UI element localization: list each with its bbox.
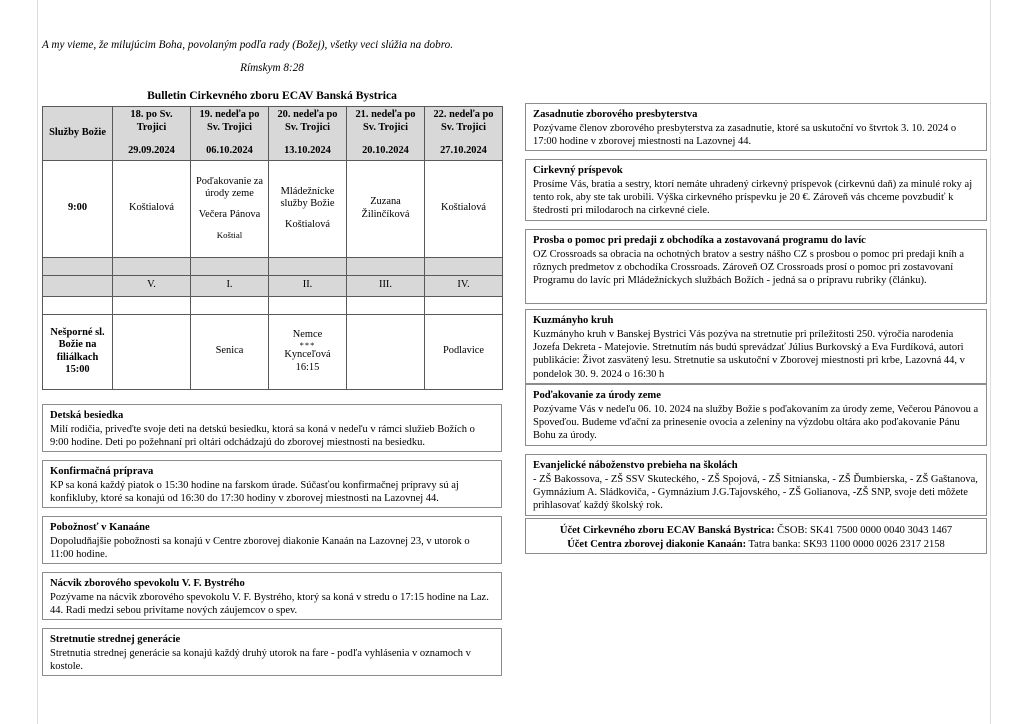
roman-numeral-1: V.	[113, 275, 191, 296]
service-cell-3-line2: Koštialová	[284, 218, 331, 230]
service-cell-2-line2: Večera Pánova	[198, 208, 261, 220]
account-2-value: Tatra banka: SK93 1100 0000 0026 2317 2158	[748, 539, 945, 550]
schedule-table-wrapper	[42, 106, 502, 390]
header-col-5-date: 27.10.2024	[440, 145, 487, 156]
notice-title: Konfirmačná príprava	[50, 466, 154, 477]
service-cell-1-line1: Koštialová	[128, 202, 175, 214]
notice-box-zasadnutie-presbyterstva	[525, 103, 987, 151]
spacer-cell	[191, 296, 269, 314]
vespers-cell-3-line1: Nemce	[292, 328, 323, 340]
service-cell-3	[269, 160, 347, 257]
header-col-3	[269, 107, 347, 161]
page-title: Bulletin Cirkevného zboru ECAV Banská Bystrica	[147, 89, 397, 102]
header-col-1-date: 29.09.2024	[128, 145, 175, 156]
header-col-1	[113, 107, 191, 161]
service-cell-1	[113, 160, 191, 257]
roman-numeral-5: IV.	[425, 275, 503, 296]
spacer	[193, 201, 266, 209]
spacer-cell	[269, 257, 347, 275]
table-row-vespers	[43, 314, 503, 389]
roman-numeral-4: III.	[347, 275, 425, 296]
notice-title: Prosba o pomoc pri predaji z obchodíka a zostavovaná programu do lavíc	[533, 235, 866, 246]
notice-box-bank-accounts	[525, 518, 987, 554]
service-cell-5	[425, 160, 503, 257]
page-edge-left	[37, 0, 38, 724]
account-1-value: ČSOB: SK41 7500 0000 0040 3043 1467	[777, 525, 953, 536]
header-col-5	[425, 107, 503, 161]
notice-body: Pozývame členov zborového presbyterstva za zasadnutie, ktoré sa uskutoční vo štvrtok 3. 10. 2024 o 17:00 hodine v zborovej miestnosti na Lazovnej 44.	[533, 123, 957, 148]
table-row-roman-numerals	[43, 275, 503, 296]
notice-title: Cirkevný príspevok	[533, 165, 623, 176]
header-services-label: Služby Božie	[43, 107, 113, 161]
notice-body: Pozývame na nácvik zborového spevokolu V. F. Bystrého, ktorý sa koná v stredu o 17:15 hodine na Laz. 44. Radi medzi sebou privítame nových záujemcov o spev.	[50, 592, 489, 617]
schedule-table	[42, 106, 503, 390]
notice-box-detska-besiedka	[42, 404, 502, 452]
header-col-4-name: 21. nedeľa po Sv. Trojici	[355, 109, 416, 133]
notice-box-prosba-o-pomoc	[525, 229, 987, 304]
table-header-row	[43, 107, 503, 161]
notice-body: Prosíme Vás, bratia a sestry, ktorí nemáte uhradený cirkevný príspevok (cirkevnú daň) za minulé roky aj tento rok, aby ste tak urobili. Výška cirkevného príspevku je 20 €. Zároveň vás chceme povzbudiť k štedrosti pri milodaroch na cirkevné ciele.	[533, 179, 973, 217]
vespers-cell-1	[113, 314, 191, 389]
notice-title: Stretnutie strednej generácie	[50, 634, 181, 645]
service-cell-4-line1: Zuzana Žilinčíková	[361, 196, 410, 220]
page-edge-right	[990, 0, 991, 724]
table-row-spacer-shaded	[43, 257, 503, 275]
vespers-cell-3-separator: ***	[299, 340, 316, 351]
notice-title: Pobožnosť v Kanaáne	[50, 522, 150, 533]
spacer-cell	[43, 296, 113, 314]
notice-box-podakovanie-za-urody	[525, 384, 987, 446]
notice-body: - ZŠ Bakossova, - ZŠ SSV Skuteckého, - ZŠ Spojová, - ZŠ Sitnianska, - ZŠ Ďumbierska, - ZŠ Gaštanova, Gymnázium A. Sládkoviča, - Gymnázium J.G.Tajovského, - ZŠ Golianova, -ZŠ SNP, svoje deti môžete prihlasovať každý školský rok.	[533, 474, 978, 512]
notice-box-konfirmacna-priprava	[42, 460, 502, 508]
header-col-4-date: 20.10.2024	[362, 145, 409, 156]
notice-box-evanjelicke-nabozenstvo	[525, 454, 987, 516]
row-label-time-9: 9:00	[43, 160, 113, 257]
roman-numeral-2: I.	[191, 275, 269, 296]
service-cell-2	[191, 160, 269, 257]
notice-box-cirkevny-prispevok	[525, 159, 987, 221]
spacer-cell	[425, 257, 503, 275]
service-cell-4	[347, 160, 425, 257]
spacer	[271, 211, 344, 219]
notice-title: Kuzmányho kruh	[533, 315, 614, 326]
vespers-cell-3-line3: 16:15	[295, 361, 320, 373]
notice-box-poboznost-v-kanaane	[42, 516, 502, 564]
spacer-cell	[347, 296, 425, 314]
vespers-cell-5-line1: Podlavice	[443, 345, 484, 357]
service-cell-2-line1: Poďakovanie za úrody zeme	[195, 175, 264, 199]
header-col-3-name: 20. nedeľa po Sv. Trojici	[277, 109, 338, 133]
notice-body: OZ Crossroads sa obracia na ochotných bratov a sestry nášho CZ s prosbou o pomoc pri predaji kníh a rôznych predmetov z obchodíka Crossroads. Zároveň OZ Crossroads prosí o pomoc pri zostavovaní Programu do lavíc pri Mládežníckych službách Božích - jedná sa o prípravu rubriky (článku).	[533, 249, 964, 287]
spacer-cell	[269, 296, 347, 314]
service-cell-3-line1: Mládežnícke služby Božie	[280, 185, 335, 210]
spacer-cell	[113, 296, 191, 314]
notice-box-stretnutie-strednej-generacie	[42, 628, 502, 676]
account-1-label: Účet Cirkevného zboru ECAV Banská Bystrica:	[559, 525, 775, 536]
spacer-cell	[425, 296, 503, 314]
header-col-2	[191, 107, 269, 161]
notice-title: Poďakovanie za úrody zeme	[533, 390, 661, 401]
notice-box-nacvik-spevokolu	[42, 572, 502, 620]
spacer-cell	[43, 257, 113, 275]
service-cell-5-line1: Koštialová	[440, 202, 487, 214]
spacer-cell	[347, 257, 425, 275]
vespers-cell-2	[191, 314, 269, 389]
bible-verse: A my vieme, že milujúcim Boha, povolaným podľa rady (Božej), všetky veci slúžia na dobro.	[42, 39, 454, 51]
notice-body: Dopoludňajšie pobožnosti sa konajú v Centre zborovej diakonie Kanaán na Lazovnej 23, v utorok o 11:00 hodine.	[50, 536, 470, 561]
account-line-1	[533, 524, 979, 538]
row-label-vespers: Nešporné sl. Božie na filiálkach 15:00	[43, 314, 113, 389]
notice-body: Kuzmányho kruh v Banskej Bystrici Vás pozýva na stretnutie pri príležitosti 250. výročia narodenia Jozefa Dekreta - Matejovie. Stretnutím nás budú sprevádzať Július Burkovský a Eva Furdíková, autori publikácie: Život zasvätený lesu. Stretnutie sa uskutoční v Zborovej miestnosti pri krbe, Lazovná 44, v pondelok 30. 9. 2024 o 16:30 h	[533, 329, 965, 380]
notice-body: Stretnutia strednej generácie sa konajú každý druhý utorok na fare - podľa vyhlásenia v oznamoch v kostole.	[50, 648, 471, 673]
vespers-cell-4	[347, 314, 425, 389]
bible-verse-reference: Rímskym 8:28	[240, 62, 304, 74]
notice-title: Zasadnutie zborového presbyterstva	[533, 109, 698, 120]
header-col-4	[347, 107, 425, 161]
service-cell-2-line3: Koštial	[216, 230, 243, 240]
header-col-3-date: 13.10.2024	[284, 145, 331, 156]
roman-row-label	[43, 275, 113, 296]
header-col-1-name: 18. po Sv. Trojici	[130, 109, 173, 133]
notice-box-kuzmanyho-kruh	[525, 309, 987, 384]
notice-title: Evanjelické náboženstvo prebieha na školách	[533, 460, 738, 471]
notice-body: Milí rodičia, priveďte svoje deti na detskú besiedku, ktorá sa koná v nedeľu v rámci služieb Božích o 9:00 hodine. Deti po požehnaní pri oltári odchádzajú do zborovej miestnosti na besiedku.	[50, 424, 475, 449]
spacer-cell	[113, 257, 191, 275]
vespers-cell-3	[269, 314, 347, 389]
table-row-spacer-blank	[43, 296, 503, 314]
header-col-2-date: 06.10.2024	[206, 145, 253, 156]
notice-body: Pozývame Vás v nedeľu 06. 10. 2024 na služby Božie s poďakovaním za úrody zeme, Večerou Pánovou a Spoveďou. Budeme vďační za prinesenie ovocia a zeleniny na výzdobu oltára ako poďakovanie Pánu Bohu za úrody.	[533, 404, 979, 442]
account-2-label: Účet Centra zborovej diakonie Kanaán:	[567, 539, 747, 550]
header-col-2-name: 19. nedeľa po Sv. Trojici	[199, 109, 260, 133]
notice-title: Detská besiedka	[50, 410, 124, 421]
header-col-5-name: 22. nedeľa po Sv. Trojici	[433, 109, 494, 133]
spacer-cell	[191, 257, 269, 275]
vespers-cell-2-line1: Senica	[215, 345, 244, 357]
vespers-cell-3-line2: Kynceľová	[284, 349, 331, 361]
roman-numeral-3: II.	[269, 275, 347, 296]
notice-title: Nácvik zborového spevokolu V. F. Bystrého	[50, 578, 245, 589]
account-line-2	[533, 538, 979, 552]
vespers-cell-5	[425, 314, 503, 389]
notice-body: KP sa koná každý piatok o 15:30 hodine na farskom úrade. Súčasťou konfirmačnej prípravy sú aj konfikluby, ktoré sa konajú od 16:30 do 17:30 hodiny v zborovej miestnosti na Lazovnej 44.	[50, 480, 459, 505]
table-row-9-00	[43, 160, 503, 257]
